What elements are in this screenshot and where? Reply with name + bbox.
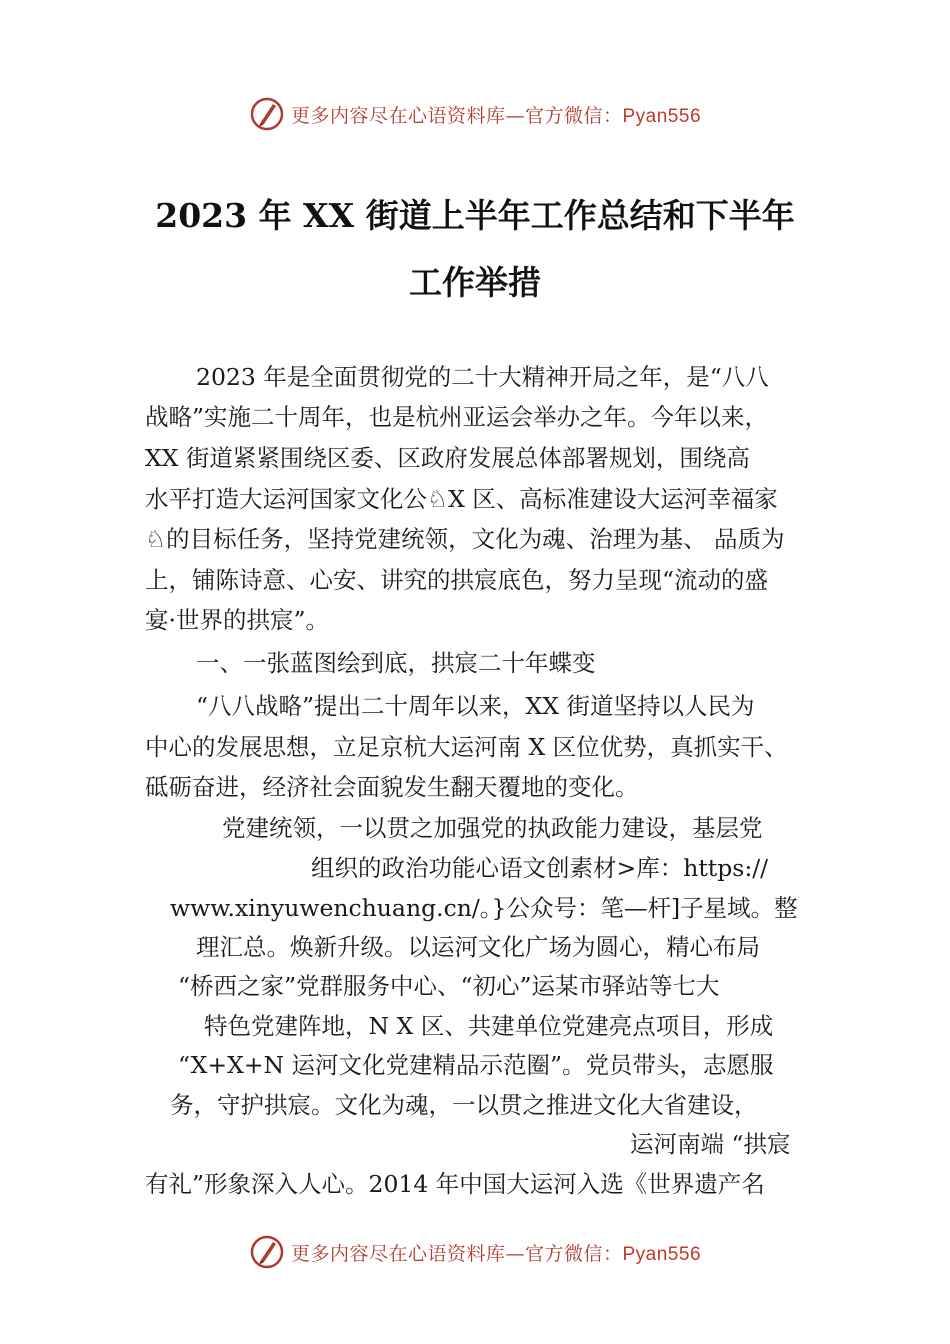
body-line: 砥砺奋进，经济社会面貌发生翻天覆地的变化。 (145, 773, 639, 801)
body-line: 水平打造大运河国家文化公♘X 区、高标准建设大运河幸福家 (145, 485, 778, 513)
header-banner-text: 更多内容尽在心语资料库—官方微信：Pyan556 (290, 104, 702, 127)
body-line: “八八战略”提出二十周年以来，XX 街道坚持以人民为 (196, 692, 755, 720)
body-line: 有礼”形象深入人心。2014 年中国大运河入选《世界遗产名 (145, 1170, 765, 1198)
body-line: ♘的目标任务，坚持党建统领，文化为魂、治理为基、 品质为 (145, 525, 785, 553)
body-line: 宴·世界的拱宸”。 (145, 606, 329, 634)
pen-logo-icon (249, 96, 285, 132)
body-line: 理汇总。焕新升级。以运河文化广场为圆心，精心布局 (196, 933, 760, 961)
wechat-id: Pyan556 (622, 1243, 702, 1265)
body-line: 2023 年是全面贯彻党的二十大精神开局之年，是“八八 (196, 363, 769, 391)
section-heading: 一、一张蓝图绘到底，拱宸二十年蝶变 (196, 649, 596, 677)
body-line: “X+X+N 运河文化党建精品示范圈”。党员带头，志愿服 (178, 1051, 774, 1079)
footer-banner-text: 更多内容尽在心语资料库—官方微信：Pyan556 (290, 1242, 702, 1265)
header-banner (0, 94, 950, 134)
body-line: 上，铺陈诗意、心安、讲究的拱宸底色，努力呈现“流动的盛 (145, 566, 769, 594)
body-line: “桥西之家”党群服务中心、“初心”运某市驿站等七大 (178, 972, 720, 1000)
body-line: www.xinyuwenchuang.cn/。}公众号：笔—杆]子星域。整 (170, 894, 798, 922)
body-line: 组织的政治功能心语文创素材>库：https:// (311, 854, 769, 882)
body-line: 务，守护拱宸。文化为魂，一以贯之推进文化大省建设， (170, 1091, 758, 1119)
wechat-id: Pyan556 (622, 105, 702, 127)
pen-logo-icon (249, 1234, 285, 1270)
body-line: 党建统领，一以贯之加强党的执政能力建设，基层党 (222, 814, 763, 842)
document-title-line-1: 2023 年 XX 街道上半年工作总结和下半年 (155, 196, 795, 235)
body-line: 战略”实施二十周年，也是杭州亚运会举办之年。今年以来， (145, 403, 769, 431)
body-line: 中心的发展思想，立足京杭大运河南 X 区位优势，真抓实干、 (145, 733, 788, 761)
document-title-line-2: 工作举措 (409, 263, 541, 302)
body-line: 运河南端 “拱宸 (630, 1130, 791, 1158)
body-line: 特色党建阵地，N X 区、共建单位党建亮点项目，形成 (204, 1012, 774, 1040)
body-line: XX 街道紧紧围绕区委、区政府发展总体部署规划，围绕高 (145, 444, 750, 472)
footer-banner (0, 1232, 950, 1272)
